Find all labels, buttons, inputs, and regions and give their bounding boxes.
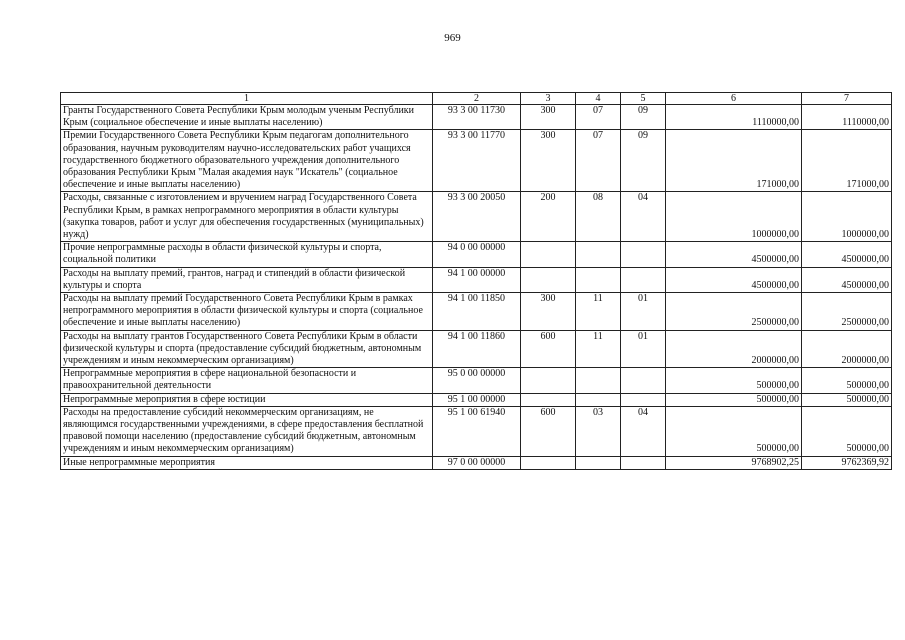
budget-table (60, 92, 892, 470)
row-code: 93 3 00 11770 (433, 130, 521, 192)
row-subsection: 09 (621, 105, 666, 130)
row-name: Иные непрограммные мероприятия (61, 456, 433, 469)
row-subsection (621, 267, 666, 292)
row-code: 93 3 00 11730 (433, 105, 521, 130)
table-row (61, 192, 892, 242)
row-name: Непрограммные мероприятия в сфере юстиции (61, 393, 433, 406)
row-amount-col7: 500000,00 (802, 393, 892, 406)
row-code: 94 1 00 11860 (433, 330, 521, 368)
row-section (576, 393, 621, 406)
row-subsection: 04 (621, 406, 666, 456)
table-row (61, 242, 892, 267)
column-number-2: 2 (433, 93, 521, 105)
row-amount-col6: 1110000,00 (666, 105, 802, 130)
row-code: 93 3 00 20050 (433, 192, 521, 242)
row-expense-type: 200 (521, 192, 576, 242)
row-section: 07 (576, 130, 621, 192)
budget-table-body (61, 93, 892, 470)
table-row (61, 105, 892, 130)
row-amount-col7: 1110000,00 (802, 105, 892, 130)
row-section (576, 368, 621, 393)
row-code: 94 0 00 00000 (433, 242, 521, 267)
row-amount-col7: 500000,00 (802, 368, 892, 393)
row-amount-col7: 500000,00 (802, 406, 892, 456)
row-expense-type: 600 (521, 406, 576, 456)
row-expense-type (521, 267, 576, 292)
row-section: 11 (576, 293, 621, 331)
row-section: 11 (576, 330, 621, 368)
row-name: Расходы на выплату премий, грантов, наград и стипендий в области физической культуры и спорта (61, 267, 433, 292)
row-section: 08 (576, 192, 621, 242)
row-amount-col6: 2000000,00 (666, 330, 802, 368)
row-amount-col7: 2000000,00 (802, 330, 892, 368)
table-row (61, 368, 892, 393)
row-amount-col6: 2500000,00 (666, 293, 802, 331)
row-expense-type (521, 456, 576, 469)
row-amount-col7: 2500000,00 (802, 293, 892, 331)
column-number-6: 6 (666, 93, 802, 105)
table-row (61, 393, 892, 406)
row-code: 95 0 00 00000 (433, 368, 521, 393)
row-amount-col6: 500000,00 (666, 393, 802, 406)
row-amount-col6: 9768902,25 (666, 456, 802, 469)
table-row (61, 330, 892, 368)
table-row (61, 267, 892, 292)
page-number: 969 (444, 32, 461, 44)
row-section: 03 (576, 406, 621, 456)
row-name: Прочие непрограммные расходы в области физической культуры и спорта, социальной политики (61, 242, 433, 267)
column-number-5: 5 (621, 93, 666, 105)
row-expense-type (521, 393, 576, 406)
row-name: Гранты Государственного Совета Республики Крым молодым ученым Республики Крым (социальное обеспечение и иные выплаты населению) (61, 105, 433, 130)
row-name: Расходы на выплату грантов Государственного Совета Республики Крым в области физической культуры и спорта (предоставление субсидий бюджетным, автономным учреждениям и иным некоммерческим организациям) (61, 330, 433, 368)
row-subsection: 01 (621, 330, 666, 368)
row-amount-col7: 1000000,00 (802, 192, 892, 242)
row-amount-col7: 4500000,00 (802, 242, 892, 267)
row-expense-type: 600 (521, 330, 576, 368)
row-subsection: 01 (621, 293, 666, 331)
row-amount-col6: 500000,00 (666, 368, 802, 393)
row-code: 95 1 00 00000 (433, 393, 521, 406)
row-subsection (621, 393, 666, 406)
row-code: 94 1 00 11850 (433, 293, 521, 331)
table-row (61, 293, 892, 331)
row-expense-type: 300 (521, 293, 576, 331)
row-section: 07 (576, 105, 621, 130)
table-row (61, 130, 892, 192)
row-subsection (621, 368, 666, 393)
row-amount-col6: 4500000,00 (666, 242, 802, 267)
row-name: Расходы, связанные с изготовлением и вручением наград Государственного Совета Республики Крым, в рамках непрограммного мероприятия в области культуры (закупка товаров, работ и услуг для обеспечения государственных (муниципальных) нужд) (61, 192, 433, 242)
row-expense-type (521, 242, 576, 267)
row-amount-col7: 171000,00 (802, 130, 892, 192)
row-subsection: 09 (621, 130, 666, 192)
column-number-3: 3 (521, 93, 576, 105)
row-section (576, 456, 621, 469)
row-section (576, 267, 621, 292)
row-subsection (621, 242, 666, 267)
row-expense-type: 300 (521, 105, 576, 130)
row-name: Премии Государственного Совета Республики Крым педагогам дополнительного образования, научным руководителям научно-исследовательских работ учащихся государственного бюджетного образовательного учреждения дополнительного образования Республики Крым "Малая академия наук "Искатель" (социальное обеспечение и иные выплаты населению) (61, 130, 433, 192)
row-expense-type: 300 (521, 130, 576, 192)
row-amount-col6: 171000,00 (666, 130, 802, 192)
row-code: 94 1 00 00000 (433, 267, 521, 292)
table-row (61, 456, 892, 469)
row-amount-col6: 4500000,00 (666, 267, 802, 292)
column-number-7: 7 (802, 93, 892, 105)
row-section (576, 242, 621, 267)
row-subsection: 04 (621, 192, 666, 242)
row-subsection (621, 456, 666, 469)
row-amount-col6: 500000,00 (666, 406, 802, 456)
row-name: Непрограммные мероприятия в сфере национальной безопасности и правоохранительной деятельности (61, 368, 433, 393)
row-code: 95 1 00 61940 (433, 406, 521, 456)
table-header-row (61, 93, 892, 105)
column-number-1: 1 (61, 93, 433, 105)
table-row (61, 406, 892, 456)
row-name: Расходы на предоставление субсидий некоммерческим организациям, не являющимся государственными учреждениями, в сфере предоставления бесплатной правовой помощи населению (предоставление субсидий бюджетным, автономным учреждениям и иным некоммерческим организациям) (61, 406, 433, 456)
row-amount-col7: 9762369,92 (802, 456, 892, 469)
row-amount-col6: 1000000,00 (666, 192, 802, 242)
row-name: Расходы на выплату премий Государственного Совета Республики Крым в рамках непрограммного мероприятия в области физической культуры и спорта (социальное обеспечение и иные выплаты населению) (61, 293, 433, 331)
row-code: 97 0 00 00000 (433, 456, 521, 469)
row-expense-type (521, 368, 576, 393)
row-amount-col7: 4500000,00 (802, 267, 892, 292)
column-number-4: 4 (576, 93, 621, 105)
